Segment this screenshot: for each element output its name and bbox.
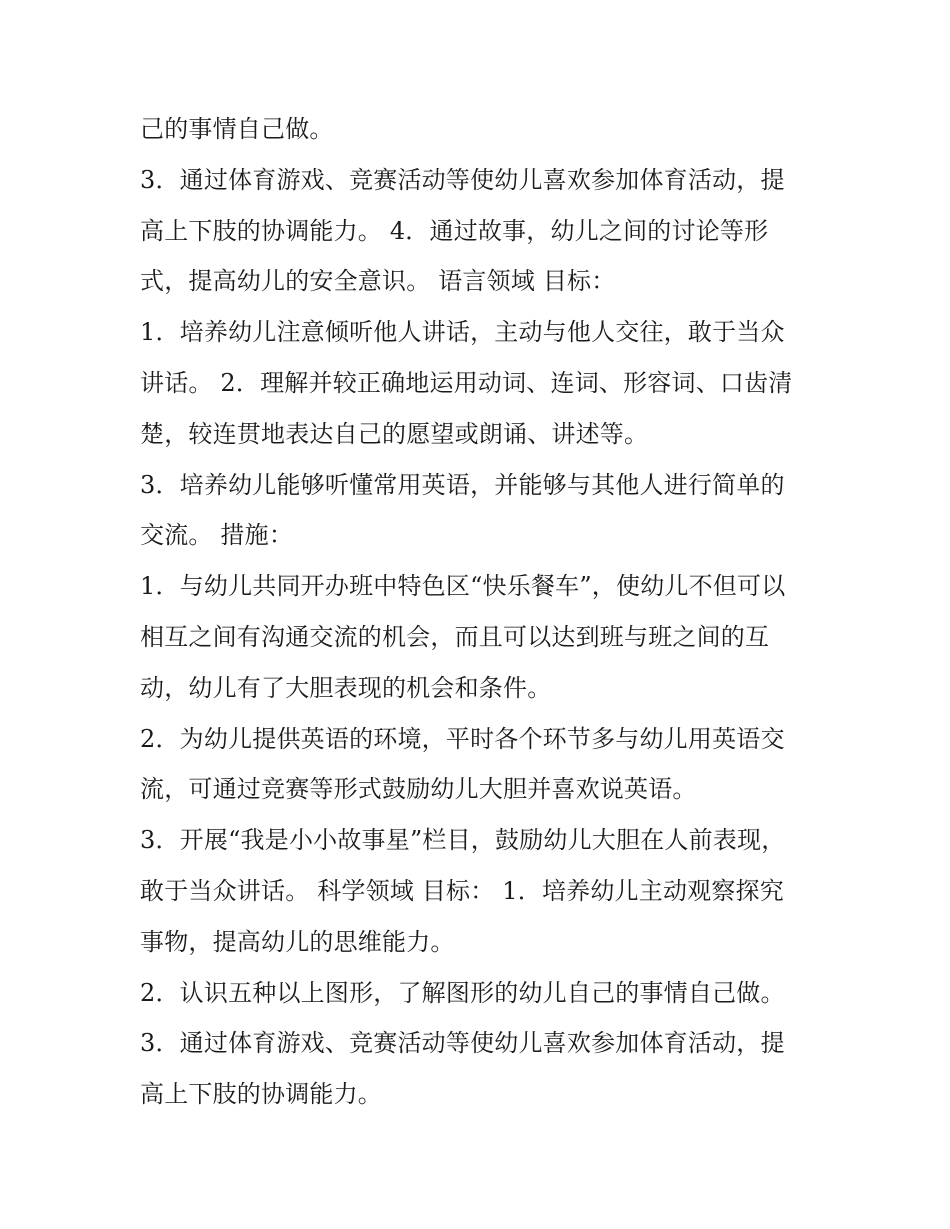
text-line: 流，可通过竞赛等形式鼓励幼儿大胆并喜欢说英语。 [140, 775, 697, 804]
text-line: 3．培养幼儿能够听懂常用英语，并能够与其他人进行简单的 [140, 470, 785, 499]
text-line: 讲话。 2．理解并较正确地运用动词、连词、形容词、口齿清 [140, 368, 793, 397]
text-line: 相互之间有沟通交流的机会，而且可以达到班与班之间的互 [140, 622, 770, 651]
text-line: 高上下肢的协调能力。 4．通过故事，幼儿之间的讨论等形 [140, 216, 769, 245]
text-line: 2．认识五种以上图形，了解图形的幼儿自己的事情自己做。 [140, 978, 785, 1007]
text-line: 动，幼儿有了大胆表现的机会和条件。 [140, 673, 552, 702]
text-line: 2．为幼儿提供英语的环境，平时各个环节多与幼儿用英语交 [140, 724, 785, 753]
text-line: 事物，提高幼儿的思维能力。 [140, 927, 455, 956]
text-line: 式，提高幼儿的安全意识。 语言领域 目标： [140, 267, 616, 296]
text-line: 楚，较连贯地表达自己的愿望或朗诵、讲述等。 [140, 419, 649, 448]
text-line: 3．开展“我是小小故事星”栏目，鼓励幼儿大胆在人前表现， [140, 826, 786, 855]
text-line: 高上下肢的协调能力。 [140, 1080, 382, 1109]
text-line: 3．通过体育游戏、竞赛活动等使幼儿喜欢参加体育活动，提 [140, 165, 785, 194]
text-line: 1．与幼儿共同开办班中特色区“快乐餐车”，使幼儿不但可以 [140, 572, 786, 601]
text-line: 敢于当众讲话。 科学领域 目标： 1．培养幼儿主动观察探究 [140, 876, 784, 905]
text-line: 交流。 措施： [140, 521, 294, 550]
document-body [140, 104, 820, 1120]
text-line: 3．通过体育游戏、竞赛活动等使幼儿喜欢参加体育活动，提 [140, 1029, 785, 1058]
text-line: 己的事情自己做。 [140, 115, 334, 143]
text-line: 1．培养幼儿注意倾听他人讲话，主动与他人交往，敢于当众 [140, 318, 785, 347]
